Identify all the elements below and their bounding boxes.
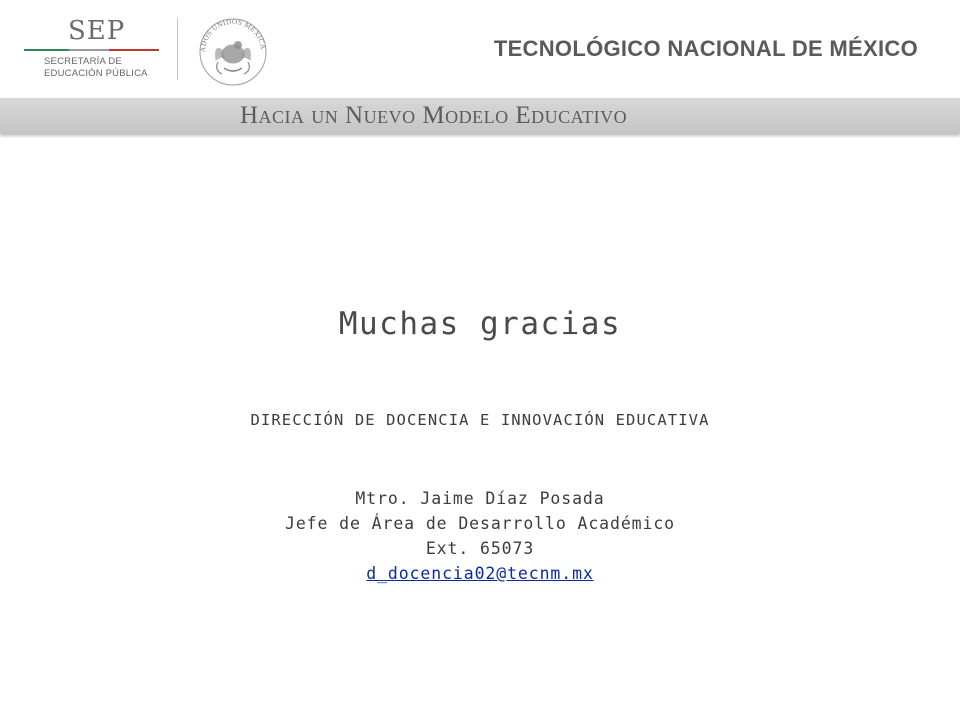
thanks-heading: Muchas gracias [338, 306, 622, 342]
coat-of-arms-seal-icon [194, 14, 272, 86]
sep-stripe-gray [69, 49, 109, 51]
contact-email-link[interactable]: d_docencia02@tecnm.mx [366, 564, 594, 583]
header [0, 0, 960, 100]
seal-legend: ADOS UNIDOS MEXICA [198, 17, 267, 53]
institution-title: TECNOLÓGICO NACIONAL DE MÉXICO [493, 36, 918, 61]
contact-extension: Ext. 65073 [425, 539, 535, 558]
sep-subtitle-line2: EDUCACIÓN PÚBLICA [44, 68, 148, 79]
sep-logo-subtitle [44, 56, 164, 80]
contact-position: Jefe de Área de Desarrollo Académico [284, 514, 676, 533]
sep-logo-word: SEP [68, 16, 126, 46]
header-divider [177, 18, 178, 80]
contact-block [0, 486, 960, 586]
slogan-banner [0, 98, 960, 134]
sep-stripe-green [24, 49, 69, 51]
contact-name: Mtro. Jaime Díaz Posada [355, 489, 605, 508]
department-name: DIRECCIÓN DE DOCENCIA E INNOVACIÓN EDUCATIVA [250, 411, 710, 429]
sep-stripe-red [109, 49, 159, 51]
slogan-text: Hacia un Nuevo Modelo Educativo [240, 102, 628, 129]
sep-logo [24, 16, 164, 86]
sep-subtitle-line1: SECRETARÍA DE [44, 56, 122, 67]
